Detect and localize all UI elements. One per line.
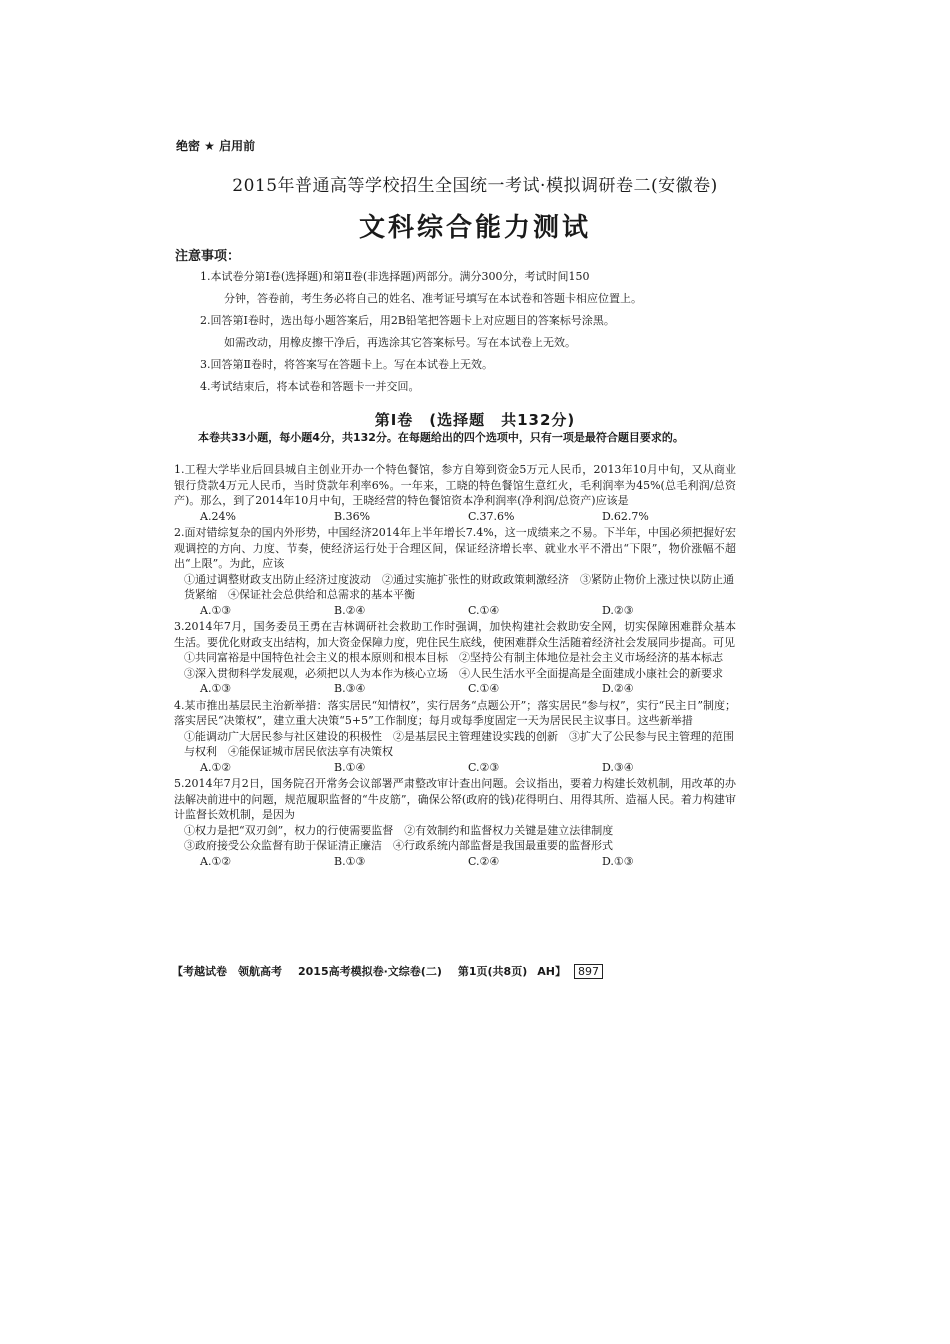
question-2 [174, 525, 736, 618]
choice-d: D.②③ [602, 603, 634, 617]
section-title: 第Ⅰ卷 (选择题 共132分) [374, 411, 576, 429]
choice-d: D.②④ [602, 682, 634, 695]
notice-item: 分钟，答卷前，考生务必将自己的姓名、准考证号填写在本试卷和答题卡相应位置上。 [224, 292, 642, 305]
choice-b: B.36% [334, 509, 371, 523]
question-options: ①权力是把“双刃剑”，权力的行使需要监督 ②有效制约和监督权力关键是建立法律制度 [184, 823, 614, 837]
choice-d: D.62.7% [602, 509, 649, 523]
notice-item: 2.回答第Ⅰ卷时，选出每小题答案后，用2B铅笔把答题卡上对应题目的答案标号涂黑。 [200, 314, 615, 327]
notice-item: 1.本试卷分第Ⅰ卷(选择题)和第Ⅱ卷(非选择题)两部分。满分300分，考试时间150 [200, 270, 590, 283]
question-stem: 5.2014年7月2日，国务院召开常务会议部署严肃整改审计查出问题。会议指出，要着力构建长效机制，用改革的办法解决前进中的问题，规范履职监督的“牛皮筋”，确保公帑(政府的钱)花得明白、用得其所、造福人民。着力构建审计监督长效机制，是因为 [174, 777, 736, 821]
notice-heading: 注意事项： [175, 249, 241, 264]
choice-c: C.①④ [468, 603, 500, 617]
question-options: ③政府接受公众监督有助于保证清正廉洁 ④行政系统内部监督是我国最重要的监督形式 [184, 839, 613, 852]
footer-exam-info: 2015高考模拟卷·文综卷(二) [298, 965, 442, 978]
answer-choices [174, 760, 736, 776]
choice-a: A.①③ [200, 603, 232, 617]
question-1 [174, 462, 736, 524]
answer-choices [174, 854, 736, 870]
question-5 [174, 776, 736, 869]
question-options: ①通过调整财政支出防止经济过度波动 ②通过实施扩张性的财政政策刺激经济 ③紧防止物价上涨过快以防止通货紧缩 ④保证社会总供给和总需求的基本平衡 [184, 572, 734, 601]
answer-choices [174, 681, 736, 697]
choice-a: A.①③ [200, 682, 232, 695]
footer-region-code: AH】 [537, 965, 566, 978]
question-options: ①共同富裕是中国特色社会主义的根本原则和根本目标 ②坚持公有制主体地位是社会主义市场经济的基本标志 ③深入贯彻科学发展观，必须把以人为本作为核心立场 ④人民生活水平全面提高是全面建成小康社会的新要求 [184, 651, 734, 680]
page-footer [172, 963, 752, 979]
question-stem: 2.面对错综复杂的国内外形势，中国经济2014年上半年增长7.4%，这一成绩来之不易。下半年，中国必须把握好宏观调控的方向、力度、节奏，使经济运行处于合理区间，保证经济增长率、就业水平不滑出“下限”，物价涨幅不超出“上限”。为此，应该 [174, 526, 736, 570]
question-stem: 1.工程大学毕业后回县城自主创业开办一个特色餐馆，参方自筹到资金5万元人民币，2013年10月中旬，又从商业银行贷款4万元人民币，当时贷款年利率6%。一年来，工晓的特色餐馆生意红火，毛利润率为45%(总毛利润/总资产)。那么，到了2014年10月中旬，王晓经营的特色餐馆资本净利润率(净利润/总资产)应该是 [174, 463, 736, 507]
notice-item: 3.回答第Ⅱ卷时，将答案写在答题卡上。写在本试卷上无效。 [200, 358, 493, 371]
question-stem: 4.某市推出基层民主治新举措：落实居民“知情权”，实行居务“点题公开”；落实居民“参与权”，实行“民主日”制度；落实居民“决策权”，建立重大决策“5+5”工作制度；每月或每季度固定一天为居民民主议事日。这些新举措 [174, 698, 736, 727]
question-3 [174, 619, 736, 697]
choice-c: C.②③ [468, 760, 500, 774]
question-stem: 3.2014年7月，国务委员王勇在吉林调研社会救助工作时强调，加快构建社会救助安全网，切实保障困难群众基本生活。要优化财政支出结构，加大资金保障力度，兜住民生底线，使困难群众生活随着经济社会发展同步提高。可见 [174, 620, 736, 649]
footer-brand: 【考越试卷 领航高考 [172, 965, 282, 978]
answer-choices [174, 509, 736, 525]
choice-b: B.②④ [334, 603, 366, 617]
choice-a: A.①② [200, 760, 232, 774]
exam-title: 2015年普通高等学校招生全国统一考试·模拟调研卷二(安徽卷) [232, 176, 718, 196]
secret-label: 绝密 ★ 启用前 [176, 139, 256, 153]
choice-b: B.①④ [334, 760, 366, 774]
choice-b: B.③④ [334, 682, 366, 695]
choice-a: A.①② [200, 854, 232, 868]
choice-d: D.③④ [602, 760, 634, 774]
question-4 [174, 698, 736, 776]
notice-item: 如需改动，用橡皮擦干净后，再选涂其它答案标号。写在本试卷上无效。 [224, 336, 576, 349]
choice-c: C.37.6% [468, 509, 515, 523]
choice-a: A.24% [200, 509, 236, 523]
choice-d: D.①③ [602, 854, 634, 868]
choice-c: C.①④ [468, 682, 500, 695]
question-options: ①能调动广大居民参与社区建设的积极性 ②是基层民主管理建设实践的创新 ③扩大了公民参与民主管理的范围与权利 ④能保证城市居民依法享有决策权 [184, 729, 734, 758]
notice-list [200, 266, 740, 398]
footer-page-number: 第1页(共8页) [457, 965, 528, 978]
answer-choices [174, 603, 736, 619]
page-title: 文科综合能力测试 [358, 213, 591, 243]
notice-item: 4.考试结束后，将本试卷和答题卡一并交回。 [200, 380, 420, 393]
choice-c: C.②④ [468, 854, 500, 868]
choice-b: B.①③ [334, 854, 366, 868]
footer-stamp: 897 [574, 964, 603, 979]
section-intro: 本卷共33小题，每小题4分，共132分。在每题给出的四个选项中，只有一项是最符合题目要求的。 [198, 431, 684, 444]
question-list [174, 462, 736, 870]
